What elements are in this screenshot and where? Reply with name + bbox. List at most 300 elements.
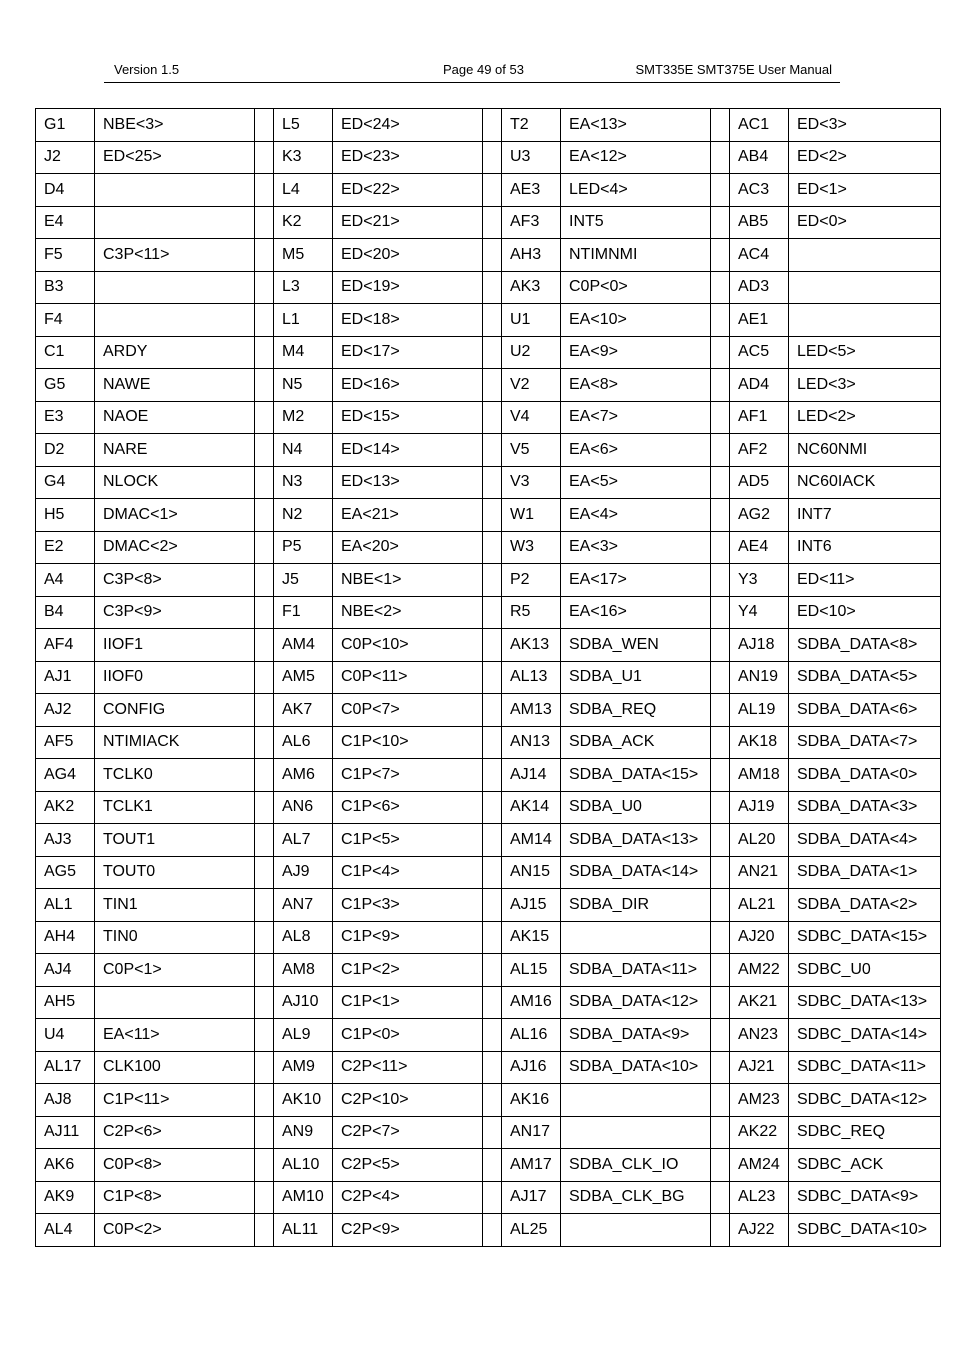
pin-id-cell: AL20 [730,824,789,857]
spacer-cell [255,1181,274,1214]
pin-id-cell: P2 [502,564,561,597]
pin-id-cell: AJ8 [36,1084,95,1117]
signal-name-cell [789,271,941,304]
signal-name-cell [789,239,941,272]
table-row [36,1214,941,1247]
pin-id-cell: AK9 [36,1181,95,1214]
signal-name-cell: EA<5> [561,466,711,499]
signal-name-cell: C1P<5> [333,824,483,857]
signal-name-cell: SDBA_ACK [561,726,711,759]
signal-name-cell: ED<10> [789,596,941,629]
signal-name-cell: TOUT1 [95,824,255,857]
signal-name-cell: C1P<6> [333,791,483,824]
spacer-cell [483,466,502,499]
signal-name-cell: ED<25> [95,141,255,174]
pin-id-cell: E2 [36,531,95,564]
table-row [36,954,941,987]
pin-id-cell: AJ21 [730,1051,789,1084]
spacer-cell [711,271,730,304]
spacer-cell [255,596,274,629]
page-header [104,60,840,83]
spacer-cell [711,336,730,369]
spacer-cell [255,499,274,532]
page-number: Page 49 of 53 [443,62,524,77]
pin-id-cell: AL8 [274,921,333,954]
table-row [36,1051,941,1084]
spacer-cell [483,1149,502,1182]
signal-name-cell: SDBC_U0 [789,954,941,987]
spacer-cell [711,726,730,759]
spacer-cell [483,889,502,922]
pin-id-cell: F4 [36,304,95,337]
signal-name-cell: C0P<0> [561,271,711,304]
spacer-cell [711,791,730,824]
pin-id-cell: U4 [36,1019,95,1052]
signal-name-cell: NARE [95,434,255,467]
pin-id-cell: AM13 [502,694,561,727]
pin-id-cell: M5 [274,239,333,272]
signal-name-cell: SDBC_REQ [789,1116,941,1149]
spacer-cell [255,239,274,272]
signal-name-cell: SDBA_CLK_IO [561,1149,711,1182]
spacer-cell [255,889,274,922]
table-row [36,336,941,369]
pin-id-cell: U2 [502,336,561,369]
spacer-cell [711,531,730,564]
signal-name-cell: C0P<1> [95,954,255,987]
signal-name-cell: LED<3> [789,369,941,402]
pin-id-cell: N2 [274,499,333,532]
signal-name-cell: EA<20> [333,531,483,564]
pin-id-cell: AJ20 [730,921,789,954]
table-row [36,694,941,727]
signal-name-cell: ED<11> [789,564,941,597]
pin-id-cell: AC4 [730,239,789,272]
spacer-cell [255,921,274,954]
signal-name-cell: INT6 [789,531,941,564]
pin-id-cell: Y3 [730,564,789,597]
pin-id-cell: L5 [274,109,333,142]
spacer-cell [255,1051,274,1084]
pin-id-cell: N4 [274,434,333,467]
pin-id-cell: G4 [36,466,95,499]
signal-name-cell: SDBA_DATA<2> [789,889,941,922]
pin-id-cell: AM17 [502,1149,561,1182]
signal-name-cell: SDBC_DATA<9> [789,1181,941,1214]
pin-id-cell: AE1 [730,304,789,337]
signal-name-cell: ED<0> [789,206,941,239]
pin-id-cell: AF2 [730,434,789,467]
spacer-cell [483,694,502,727]
signal-name-cell: ED<23> [333,141,483,174]
pin-id-cell: AD4 [730,369,789,402]
pin-id-cell: AM22 [730,954,789,987]
table-row [36,109,941,142]
spacer-cell [711,174,730,207]
spacer-cell [255,824,274,857]
spacer-cell [711,694,730,727]
pin-id-cell: AN15 [502,856,561,889]
signal-name-cell: IIOF0 [95,661,255,694]
pin-id-cell: AL6 [274,726,333,759]
signal-name-cell: SDBA_DATA<5> [789,661,941,694]
pin-id-cell: AN17 [502,1116,561,1149]
table-row [36,271,941,304]
pin-id-cell: AK15 [502,921,561,954]
pin-id-cell: E3 [36,401,95,434]
spacer-cell [483,531,502,564]
spacer-cell [255,336,274,369]
pin-id-cell: A4 [36,564,95,597]
pin-id-cell: V3 [502,466,561,499]
signal-name-cell: EA<6> [561,434,711,467]
pin-id-cell: B4 [36,596,95,629]
pin-table-body [36,109,941,1247]
table-row [36,141,941,174]
signal-name-cell: EA<7> [561,401,711,434]
spacer-cell [483,954,502,987]
signal-name-cell: SDBA_DATA<14> [561,856,711,889]
pin-id-cell: AK7 [274,694,333,727]
signal-name-cell: C3P<11> [95,239,255,272]
signal-name-cell: C1P<9> [333,921,483,954]
signal-name-cell: ED<20> [333,239,483,272]
spacer-cell [483,369,502,402]
signal-name-cell: INT5 [561,206,711,239]
spacer-cell [483,499,502,532]
signal-name-cell: C1P<2> [333,954,483,987]
pin-id-cell: AJ18 [730,629,789,662]
spacer-cell [255,369,274,402]
spacer-cell [711,954,730,987]
spacer-cell [711,564,730,597]
signal-name-cell: SDBA_REQ [561,694,711,727]
pin-id-cell: AM6 [274,759,333,792]
pin-id-cell: AM9 [274,1051,333,1084]
signal-name-cell: NBE<2> [333,596,483,629]
signal-name-cell: C1P<10> [333,726,483,759]
pin-id-cell: J2 [36,141,95,174]
spacer-cell [255,1149,274,1182]
table-row [36,921,941,954]
pin-id-cell: AJ22 [730,1214,789,1247]
signal-name-cell [95,271,255,304]
spacer-cell [483,141,502,174]
spacer-cell [483,401,502,434]
pin-id-cell: AN9 [274,1116,333,1149]
signal-name-cell: ED<19> [333,271,483,304]
spacer-cell [255,564,274,597]
pin-id-cell: AF5 [36,726,95,759]
spacer-cell [255,401,274,434]
table-row [36,401,941,434]
signal-name-cell: NTIMNMI [561,239,711,272]
signal-name-cell: SDBA_U1 [561,661,711,694]
signal-name-cell: C1P<4> [333,856,483,889]
pin-id-cell: AD5 [730,466,789,499]
spacer-cell [483,726,502,759]
table-row [36,466,941,499]
pin-id-cell: K3 [274,141,333,174]
pin-id-cell: AK6 [36,1149,95,1182]
signal-name-cell: LED<5> [789,336,941,369]
signal-name-cell: EA<9> [561,336,711,369]
signal-name-cell [561,921,711,954]
spacer-cell [255,986,274,1019]
pin-id-cell: AK21 [730,986,789,1019]
spacer-cell [483,434,502,467]
pin-id-cell: M2 [274,401,333,434]
pin-id-cell: AD3 [730,271,789,304]
signal-name-cell: CLK100 [95,1051,255,1084]
signal-name-cell: EA<11> [95,1019,255,1052]
pin-id-cell: AE4 [730,531,789,564]
spacer-cell [711,109,730,142]
pin-id-cell: AM18 [730,759,789,792]
table-row [36,564,941,597]
signal-name-cell [95,986,255,1019]
pin-id-cell: AM10 [274,1181,333,1214]
signal-name-cell: TIN0 [95,921,255,954]
table-row [36,174,941,207]
signal-name-cell: C0P<10> [333,629,483,662]
pin-id-cell: M4 [274,336,333,369]
pin-id-cell: L4 [274,174,333,207]
table-row [36,239,941,272]
pin-id-cell: AM8 [274,954,333,987]
pin-id-cell: AJ16 [502,1051,561,1084]
spacer-cell [711,1084,730,1117]
signal-name-cell: ED<16> [333,369,483,402]
signal-name-cell: C2P<9> [333,1214,483,1247]
spacer-cell [711,986,730,1019]
pin-id-cell: U3 [502,141,561,174]
spacer-cell [255,206,274,239]
spacer-cell [483,856,502,889]
table-row [36,434,941,467]
pin-id-cell: AK10 [274,1084,333,1117]
signal-name-cell: SDBA_DATA<4> [789,824,941,857]
pin-id-cell: AF4 [36,629,95,662]
spacer-cell [255,271,274,304]
signal-name-cell: SDBC_DATA<13> [789,986,941,1019]
table-row [36,304,941,337]
pin-id-cell: AK18 [730,726,789,759]
spacer-cell [483,336,502,369]
signal-name-cell: SDBC_DATA<10> [789,1214,941,1247]
spacer-cell [483,1181,502,1214]
spacer-cell [255,694,274,727]
pin-id-cell: AN7 [274,889,333,922]
signal-name-cell: C0P<2> [95,1214,255,1247]
spacer-cell [711,141,730,174]
pin-id-cell: AL16 [502,1019,561,1052]
pin-id-cell: AG5 [36,856,95,889]
signal-name-cell: C1P<3> [333,889,483,922]
signal-name-cell: EA<8> [561,369,711,402]
pin-id-cell: AK2 [36,791,95,824]
pin-id-cell: AM24 [730,1149,789,1182]
signal-name-cell [95,206,255,239]
spacer-cell [711,596,730,629]
signal-name-cell [561,1214,711,1247]
spacer-cell [483,109,502,142]
signal-name-cell: ED<13> [333,466,483,499]
table-row [36,1084,941,1117]
signal-name-cell: SDBA_DATA<6> [789,694,941,727]
pin-id-cell: D2 [36,434,95,467]
pin-id-cell: AN13 [502,726,561,759]
pin-id-cell: J5 [274,564,333,597]
table-row [36,759,941,792]
signal-name-cell: SDBA_DATA<15> [561,759,711,792]
signal-name-cell: CONFIG [95,694,255,727]
pin-id-cell: G1 [36,109,95,142]
signal-name-cell: EA<4> [561,499,711,532]
pin-id-cell: AJ10 [274,986,333,1019]
pin-id-cell: AN6 [274,791,333,824]
spacer-cell [255,726,274,759]
pin-id-cell: AL1 [36,889,95,922]
pin-id-cell: AG4 [36,759,95,792]
pin-id-cell: AJ14 [502,759,561,792]
pin-id-cell: T2 [502,109,561,142]
spacer-cell [255,954,274,987]
signal-name-cell: SDBC_DATA<15> [789,921,941,954]
table-row [36,629,941,662]
spacer-cell [483,661,502,694]
signal-name-cell: LED<2> [789,401,941,434]
signal-name-cell: SDBA_DATA<9> [561,1019,711,1052]
signal-name-cell: EA<17> [561,564,711,597]
spacer-cell [483,1116,502,1149]
document-title: SMT335E SMT375E User Manual [635,62,832,77]
signal-name-cell: EA<16> [561,596,711,629]
spacer-cell [711,759,730,792]
spacer-cell [711,206,730,239]
pin-id-cell: N3 [274,466,333,499]
pin-id-cell: AL7 [274,824,333,857]
spacer-cell [483,1051,502,1084]
pin-id-cell: AL4 [36,1214,95,1247]
table-row [36,889,941,922]
spacer-cell [711,856,730,889]
pin-id-cell: AN19 [730,661,789,694]
spacer-cell [483,1214,502,1247]
pin-id-cell: AL17 [36,1051,95,1084]
pin-id-cell: N5 [274,369,333,402]
pin-id-cell: AJ2 [36,694,95,727]
spacer-cell [711,1149,730,1182]
signal-name-cell: SDBC_DATA<12> [789,1084,941,1117]
signal-name-cell: SDBA_DATA<12> [561,986,711,1019]
spacer-cell [711,889,730,922]
signal-name-cell: EA<13> [561,109,711,142]
pin-id-cell: G5 [36,369,95,402]
pin-id-cell: AL10 [274,1149,333,1182]
spacer-cell [483,304,502,337]
pin-id-cell: V5 [502,434,561,467]
pin-id-cell: AJ15 [502,889,561,922]
spacer-cell [711,1116,730,1149]
pin-id-cell: AM14 [502,824,561,857]
signal-name-cell: C2P<6> [95,1116,255,1149]
signal-name-cell: NAOE [95,401,255,434]
spacer-cell [483,174,502,207]
spacer-cell [255,1214,274,1247]
signal-name-cell: INT7 [789,499,941,532]
pin-id-cell: AJ9 [274,856,333,889]
pin-id-cell: AJ4 [36,954,95,987]
signal-name-cell [789,304,941,337]
pin-id-cell: F5 [36,239,95,272]
signal-name-cell [95,304,255,337]
signal-name-cell: LED<4> [561,174,711,207]
signal-name-cell: ED<3> [789,109,941,142]
pin-id-cell: AL11 [274,1214,333,1247]
version-label: Version 1.5 [114,62,180,77]
signal-name-cell: C3P<9> [95,596,255,629]
pin-id-cell: AC3 [730,174,789,207]
pin-id-cell: W1 [502,499,561,532]
pin-id-cell: AK16 [502,1084,561,1117]
signal-name-cell [95,174,255,207]
table-row [36,726,941,759]
signal-name-cell: EA<3> [561,531,711,564]
pin-id-cell: AL25 [502,1214,561,1247]
signal-name-cell: C0P<7> [333,694,483,727]
spacer-cell [483,921,502,954]
spacer-cell [711,466,730,499]
signal-name-cell: ED<1> [789,174,941,207]
pin-id-cell: AJ3 [36,824,95,857]
pin-id-cell: AH3 [502,239,561,272]
pin-id-cell: AG2 [730,499,789,532]
signal-name-cell: C2P<7> [333,1116,483,1149]
table-row [36,369,941,402]
signal-name-cell: SDBA_DATA<11> [561,954,711,987]
signal-name-cell: TCLK0 [95,759,255,792]
table-row [36,661,941,694]
signal-name-cell: SDBA_DATA<7> [789,726,941,759]
signal-name-cell: SDBC_DATA<11> [789,1051,941,1084]
pin-id-cell: D4 [36,174,95,207]
spacer-cell [483,596,502,629]
table-row [36,986,941,1019]
spacer-cell [711,661,730,694]
spacer-cell [711,629,730,662]
pin-id-cell: E4 [36,206,95,239]
spacer-cell [255,629,274,662]
signal-name-cell: NC60IACK [789,466,941,499]
spacer-cell [483,271,502,304]
table-row [36,856,941,889]
signal-name-cell: NBE<3> [95,109,255,142]
pin-table [35,108,941,1247]
spacer-cell [255,856,274,889]
spacer-cell [255,141,274,174]
pin-id-cell: AL13 [502,661,561,694]
pin-id-cell: AL15 [502,954,561,987]
spacer-cell [483,824,502,857]
pin-id-cell: AN23 [730,1019,789,1052]
table-row [36,1181,941,1214]
pin-id-cell: H5 [36,499,95,532]
signal-name-cell: SDBA_WEN [561,629,711,662]
pin-id-cell: AF1 [730,401,789,434]
pin-id-cell: AC5 [730,336,789,369]
pin-id-cell: AM4 [274,629,333,662]
